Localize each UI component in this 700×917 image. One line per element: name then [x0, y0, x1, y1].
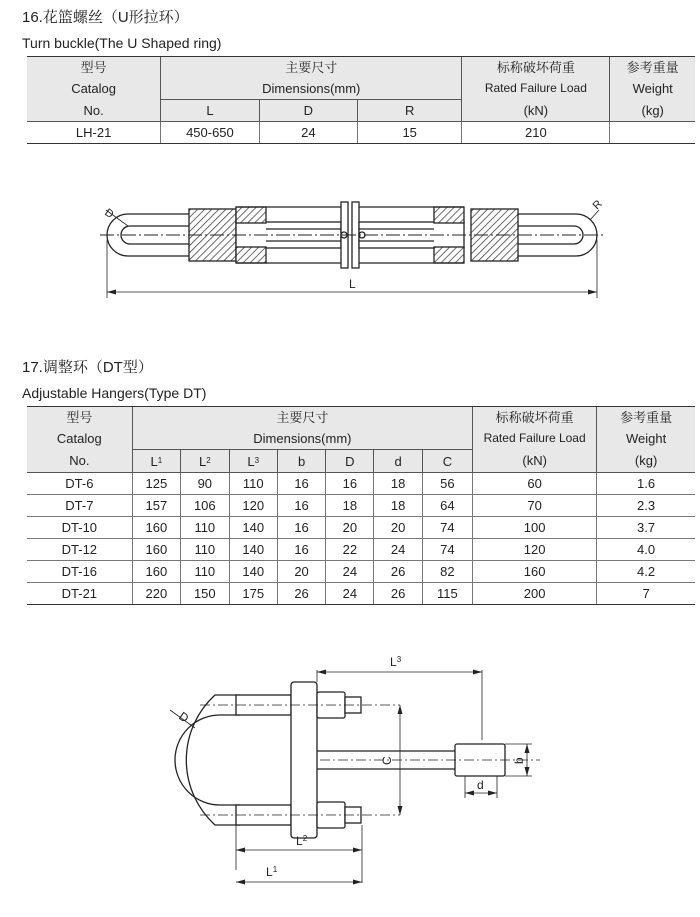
cell-no: DT-7 [27, 495, 132, 517]
cell-D: 16 [326, 473, 374, 495]
header-model-en: Catalog [27, 428, 132, 450]
table-row [27, 473, 695, 495]
section16-subtitle: Turn buckle(The U Shaped ring) [22, 35, 222, 51]
cell-load: 200 [473, 583, 597, 605]
cell-b: 26 [277, 583, 325, 605]
cell-L: 450-650 [161, 122, 259, 144]
adjustable-hanger-diagram [0, 640, 700, 910]
cell-L1: 220 [132, 583, 180, 605]
cell-L2: 106 [181, 495, 229, 517]
label-D: D [176, 708, 192, 726]
header-weight-en: Weight [610, 78, 695, 100]
cell-D: 24 [326, 583, 374, 605]
cell-C: 74 [422, 539, 472, 561]
cell-C: 64 [422, 495, 472, 517]
cell-D: 24 [259, 122, 357, 144]
cell-b: 16 [277, 473, 325, 495]
cell-D: 18 [326, 495, 374, 517]
header-dims-cn: 主要尺寸 [132, 407, 472, 429]
header-load-en: Rated Failure Load [473, 428, 597, 450]
cell-C: 56 [422, 473, 472, 495]
label-L2: $L^2$ [296, 834, 308, 848]
table-row [27, 517, 695, 539]
cell-no: DT-21 [27, 583, 132, 605]
cell-b: 20 [277, 561, 325, 583]
cell-L3: 140 [229, 517, 277, 539]
header-dims-cn: 主要尺寸 [161, 57, 462, 79]
cell-L2: 110 [181, 539, 229, 561]
header-col-d: d [374, 450, 422, 473]
header-col-D: D [326, 450, 374, 473]
cell-no: DT-12 [27, 539, 132, 561]
cell-R: 15 [358, 122, 462, 144]
cell-weight: 3.7 [597, 517, 695, 539]
header-weight-cn: 参考重量 [610, 57, 695, 79]
turnbuckle-spec-table [27, 56, 695, 144]
header-col-R: R [358, 100, 462, 122]
header-weight-unit: (kg) [610, 100, 695, 122]
header-load-unit: (kN) [462, 100, 610, 122]
cell-C: 115 [422, 583, 472, 605]
cell-d: 24 [374, 539, 422, 561]
cell-weight: 7 [597, 583, 695, 605]
cell-d: 26 [374, 583, 422, 605]
cell-C: 74 [422, 517, 472, 539]
label-b: b [512, 757, 526, 764]
cell-weight: 2.3 [597, 495, 695, 517]
cell-b: 16 [277, 539, 325, 561]
table-row [27, 122, 695, 144]
label-C: C [380, 756, 394, 765]
cell-d: 20 [374, 517, 422, 539]
cell-D: 22 [326, 539, 374, 561]
cell-load: 160 [473, 561, 597, 583]
cell-load: 100 [473, 517, 597, 539]
cell-weight: 1.6 [597, 473, 695, 495]
header-col-L2: $L^2$ [181, 450, 229, 473]
cell-d: 18 [374, 473, 422, 495]
section16-title: 16.花篮螺丝（U形拉环） [22, 9, 189, 26]
cell-C: 82 [422, 561, 472, 583]
label-L: L [349, 277, 356, 291]
cell-L2: 110 [181, 561, 229, 583]
cell-load: 210 [462, 122, 610, 144]
label-d: d [477, 778, 484, 792]
turnbuckle-diagram [0, 180, 700, 310]
label-R: R [590, 198, 605, 213]
cell-no: DT-10 [27, 517, 132, 539]
header-col-L3: $L^3$ [229, 450, 277, 473]
cell-no: DT-16 [27, 561, 132, 583]
cell-D: 24 [326, 561, 374, 583]
cell-d: 18 [374, 495, 422, 517]
cell-L2: 150 [181, 583, 229, 605]
label-D: D [102, 206, 116, 222]
header-weight-en: Weight [597, 428, 695, 450]
cell-weight: 4.2 [597, 561, 695, 583]
cell-L1: 157 [132, 495, 180, 517]
header-col-C: C [422, 450, 472, 473]
section17-title: 17.调整环（DT型） [22, 359, 153, 376]
header-weight-cn: 参考重量 [597, 407, 695, 429]
cell-L2: 90 [181, 473, 229, 495]
cell-L3: 140 [229, 539, 277, 561]
table-row [27, 539, 695, 561]
header-col-D: D [259, 100, 357, 122]
cell-no: LH-21 [27, 122, 161, 144]
cell-weight: 4.0 [597, 539, 695, 561]
header-col-L1: $L^1$ [132, 450, 180, 473]
cell-L3: 140 [229, 561, 277, 583]
header-model-no: No. [27, 450, 132, 473]
cell-D: 20 [326, 517, 374, 539]
header-model-cn: 型号 [27, 407, 132, 429]
cell-L1: 125 [132, 473, 180, 495]
cell-no: DT-6 [27, 473, 132, 495]
label-L1: $L^1$ [266, 865, 278, 879]
header-model-no: No. [27, 100, 161, 122]
cell-load: 70 [473, 495, 597, 517]
header-load-unit: (kN) [473, 450, 597, 473]
cell-b: 16 [277, 517, 325, 539]
table-row [27, 495, 695, 517]
header-dims-en: Dimensions(mm) [161, 78, 462, 100]
table-row [27, 583, 695, 605]
header-col-L: L [161, 100, 259, 122]
cell-L1: 160 [132, 517, 180, 539]
header-model-cn: 型号 [27, 57, 161, 79]
cell-load: 60 [473, 473, 597, 495]
cell-L3: 175 [229, 583, 277, 605]
cell-L1: 160 [132, 561, 180, 583]
header-load-cn: 标称破坏荷重 [473, 407, 597, 429]
cell-L2: 110 [181, 517, 229, 539]
adjustable-hanger-spec-table [27, 406, 695, 605]
cell-load: 120 [473, 539, 597, 561]
header-weight-unit: (kg) [597, 450, 695, 473]
cell-L3: 120 [229, 495, 277, 517]
header-dims-en: Dimensions(mm) [132, 428, 472, 450]
cell-weight [610, 122, 695, 144]
cell-L1: 160 [132, 539, 180, 561]
label-L3: $L^3$ [390, 655, 402, 669]
table-row [27, 561, 695, 583]
header-load-en: Rated Failure Load [462, 78, 610, 100]
cell-d: 26 [374, 561, 422, 583]
header-load-cn: 标称破坏荷重 [462, 57, 610, 79]
header-model-en: Catalog [27, 78, 161, 100]
header-col-b: b [277, 450, 325, 473]
cell-b: 16 [277, 495, 325, 517]
section17-subtitle: Adjustable Hangers(Type DT) [22, 385, 207, 401]
cell-L3: 110 [229, 473, 277, 495]
